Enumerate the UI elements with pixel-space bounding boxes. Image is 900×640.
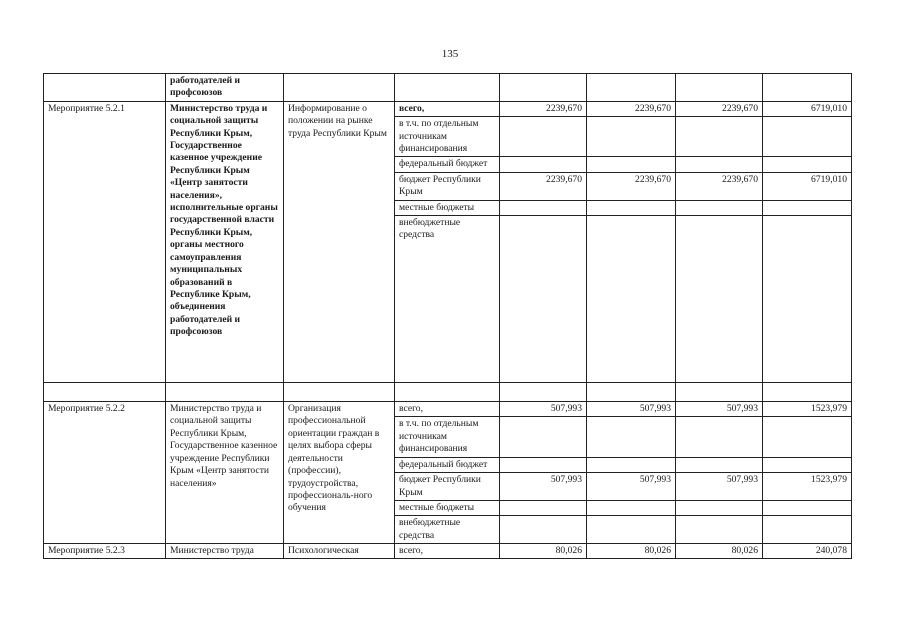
funding-total: 1523,979 <box>763 402 852 417</box>
measure-row <box>44 402 852 417</box>
spacer-row <box>44 383 852 402</box>
funding-value <box>587 457 676 472</box>
funding-source: внебюджетные средства <box>395 216 500 383</box>
funding-source: федеральный бюджет <box>395 157 500 172</box>
carryover-source-cell <box>395 74 500 102</box>
spacer-cell <box>44 383 166 402</box>
funding-value: 507,993 <box>587 473 676 501</box>
carryover-row <box>44 74 852 102</box>
spacer-cell <box>587 383 676 402</box>
funding-value: 2239,670 <box>587 101 676 116</box>
funding-value <box>676 200 763 215</box>
funding-source: всего, <box>395 101 500 116</box>
measure-executor: Министерство труда <box>166 544 284 558</box>
funding-total: 6719,010 <box>763 172 852 200</box>
funding-source: бюджет Республики Крым <box>395 473 500 501</box>
funding-value <box>587 417 676 457</box>
funding-value: 507,993 <box>676 402 763 417</box>
funding-value: 2239,670 <box>676 101 763 116</box>
funding-total <box>763 216 852 383</box>
carryover-value-cell <box>676 74 763 102</box>
carryover-value-cell <box>587 74 676 102</box>
carryover-value-cell <box>763 74 852 102</box>
spacer-cell <box>166 383 284 402</box>
funding-value <box>500 200 587 215</box>
funding-value: 507,993 <box>500 473 587 501</box>
funding-value <box>500 117 587 157</box>
funding-value: 2239,670 <box>500 172 587 200</box>
funding-source: местные бюджеты <box>395 500 500 515</box>
funding-total <box>763 157 852 172</box>
measure-row <box>44 544 852 558</box>
funding-value <box>587 500 676 515</box>
funding-value <box>676 157 763 172</box>
funding-value <box>587 516 676 544</box>
funding-source: местные бюджеты <box>395 200 500 215</box>
spacer-cell <box>763 383 852 402</box>
funding-value: 2239,670 <box>500 101 587 116</box>
funding-value <box>500 417 587 457</box>
measure-row <box>44 101 852 116</box>
page-number: 135 <box>441 48 459 60</box>
funding-value: 2239,670 <box>676 172 763 200</box>
funding-value: 80,026 <box>676 544 763 558</box>
carryover-executor: работодателей и профсоюзов <box>166 74 284 102</box>
funding-value <box>587 117 676 157</box>
funding-value <box>500 457 587 472</box>
funding-value <box>676 516 763 544</box>
funding-source: всего, <box>395 402 500 417</box>
funding-total <box>763 457 852 472</box>
funding-value <box>676 500 763 515</box>
funding-value <box>676 417 763 457</box>
funding-value <box>500 516 587 544</box>
spacer-cell <box>676 383 763 402</box>
funding-value <box>587 157 676 172</box>
spacer-cell <box>284 383 395 402</box>
funding-value: 507,993 <box>676 473 763 501</box>
funding-total <box>763 516 852 544</box>
spacer-cell <box>395 383 500 402</box>
funding-source: в т.ч. по отдельным источникам финансирования <box>395 117 500 157</box>
funding-total: 1523,979 <box>763 473 852 501</box>
funding-value <box>500 500 587 515</box>
funding-total: 240,078 <box>763 544 852 558</box>
funding-source: в т.ч. по отдельным источникам финансирования <box>395 417 500 457</box>
funding-value: 80,026 <box>587 544 676 558</box>
funding-total <box>763 117 852 157</box>
carryover-value-cell <box>500 74 587 102</box>
measure-name: Мероприятие 5.2.3 <box>44 544 166 558</box>
funding-value: 80,026 <box>500 544 587 558</box>
funding-value <box>500 157 587 172</box>
funding-total <box>763 417 852 457</box>
measure-description: Организация профессиональной ориентации граждан в целях выбора сферы деятельности (профессии), трудоустройства, профессиональ-ного обучения <box>284 402 395 544</box>
carryover-measure-cell <box>44 74 166 102</box>
spacer-cell <box>500 383 587 402</box>
funding-value <box>676 216 763 383</box>
funding-source: внебюджетные средства <box>395 516 500 544</box>
funding-total <box>763 200 852 215</box>
measure-executor: Министерство труда и социальной защиты Республики Крым, Государственное казенное учреждение Республики Крым «Центр занятости населения» <box>166 402 284 544</box>
funding-value: 2239,670 <box>587 172 676 200</box>
funding-value <box>676 457 763 472</box>
funding-value: 507,993 <box>587 402 676 417</box>
funding-source: всего, <box>395 544 500 558</box>
funding-source: федеральный бюджет <box>395 457 500 472</box>
funding-table <box>43 73 852 559</box>
funding-value <box>587 200 676 215</box>
funding-total: 6719,010 <box>763 101 852 116</box>
funding-value <box>676 117 763 157</box>
funding-value <box>500 216 587 383</box>
measure-name: Мероприятие 5.2.2 <box>44 402 166 544</box>
measure-executor: Министерство труда и социальной защиты Республики Крым, Государственное казенное учреждение Республики Крым «Центр занятости населения», исполнительные органы государственной власти Республики Крым, органы местного самоуправления муниципальных образований в Республике Крым, объединения работодателей и профсоюзов <box>166 101 284 382</box>
measure-name: Мероприятие 5.2.1 <box>44 101 166 382</box>
carryover-description-cell <box>284 74 395 102</box>
funding-source: бюджет Республики Крым <box>395 172 500 200</box>
funding-value <box>587 216 676 383</box>
measure-description: Психологическая <box>284 544 395 558</box>
funding-value: 507,993 <box>500 402 587 417</box>
funding-total <box>763 500 852 515</box>
measure-description: Информирование о положении на рынке труда Республики Крым <box>284 101 395 382</box>
